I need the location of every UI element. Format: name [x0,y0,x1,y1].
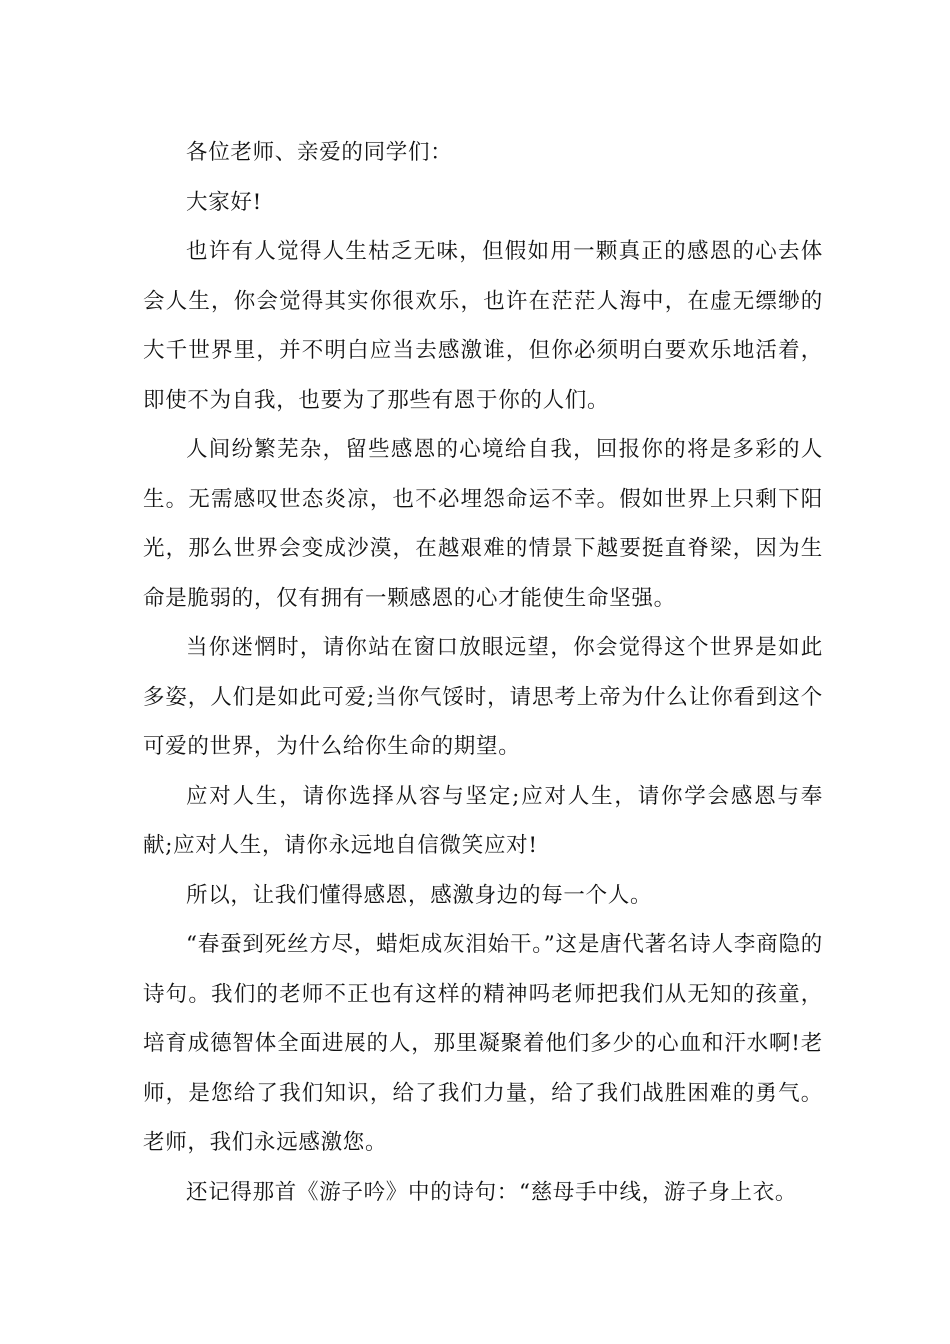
paragraph: “春蚕到死丝方尽，蜡炬成灰泪始干。”这是唐代著名诗人李商隐的诗句。我们的老师不正也有这样的精神吗老师把我们从无知的孩童，培育成德智体全面进展的人，那里凝聚着他们多少的心血和汗水啊!老师，是您给了我们知识，给了我们力量，给了我们战胜困难的勇气。老师，我们永远感激您。 [143,932,823,1155]
paragraph: 当你迷惘时，请你站在窗口放眼远望，你会觉得这个世界是如此多姿，人们是如此可爱;当你气馁时，请思考上帝为什么让你看到这个可爱的世界，为什么给你生命的期望。 [143,635,823,759]
paragraph: 所以，让我们懂得感恩，感激身边的每一个人。 [186,882,653,908]
greeting: 大家好! [186,189,262,215]
salutation: 各位老师、亲爱的同学们： [186,140,453,165]
paragraph: 也许有人觉得人生枯乏无味，但假如用一颗真正的感恩的心去体会人生，你会觉得其实你很欢乐，也许在茫茫人海中，在虚无缥缈的大千世界里，并不明白应当去感激谁，但你必须明白要欢乐地活着，即使不为自我，也要为了那些有恩于你的人们。 [143,239,823,413]
speech-body [143,128,823,1217]
paragraph: 人间纷繁芜杂，留些感恩的心境给自我，回报你的将是多彩的人生。无需感叹世态炎凉，也不必埋怨命运不幸。假如世界上只剩下阳光，那么世界会变成沙漠，在越艰难的情景下越要挺直脊梁，因为生命是脆弱的，仅有拥有一颗感恩的心才能使生命坚强。 [143,437,823,611]
paragraph: 应对人生，请你选择从容与坚定;应对人生，请你学会感恩与奉献;应对人生，请你永远地自信微笑应对! [143,783,823,858]
paragraph: 还记得那首《游子吟》中的诗句：“慈母手中线，游子身上衣。 [186,1179,798,1205]
